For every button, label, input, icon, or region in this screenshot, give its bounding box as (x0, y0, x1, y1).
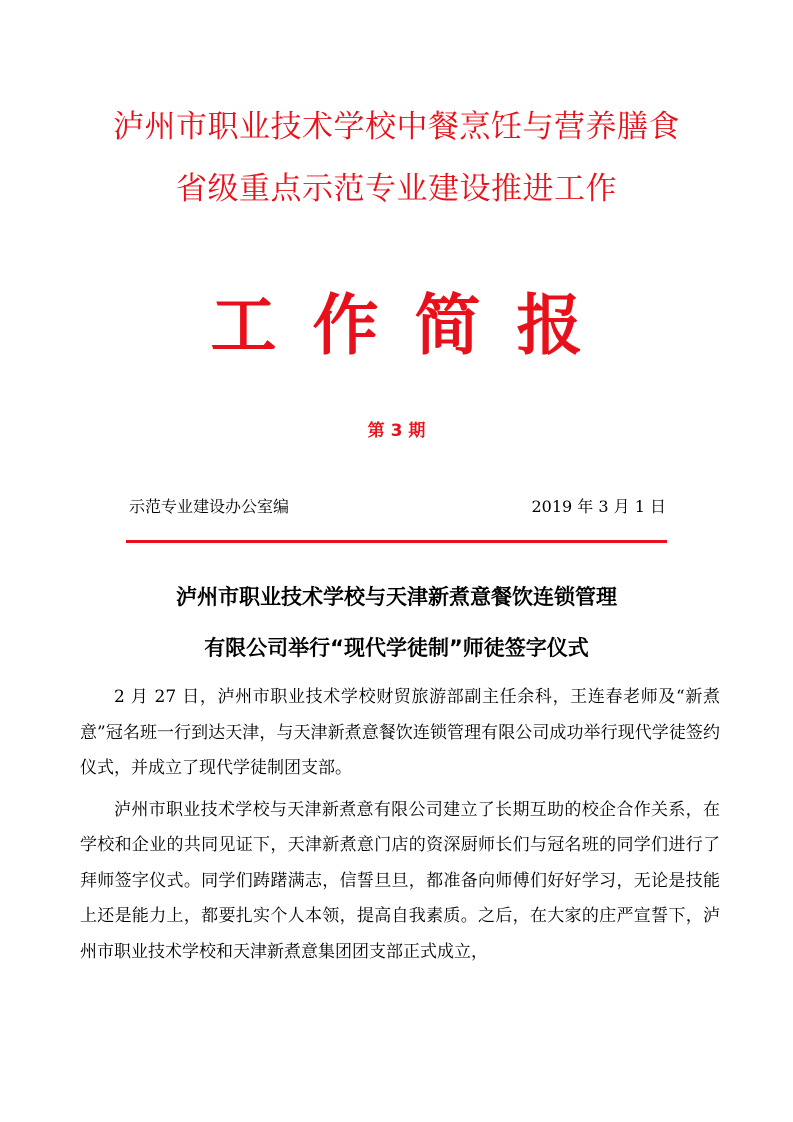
report-title: 工作简报 (210, 287, 619, 364)
header-title-line-2: 省级重点示范专业建设推进工作 (176, 171, 617, 207)
issue-number: 第 3 期 (367, 421, 426, 441)
article-title-line-2: 有限公司举行“现代学徒制”师徒签字仪式 (204, 636, 589, 660)
article-paragraph-2: 泸州市职业技术学校与天津新煮意有限公司建立了长期互助的校企合作关系，在学校和企业的共同见证下，天津新煮意门店的资深厨师长们与冠名班的同学们进行了拜师签字仪式。同学们踌躇满志，信誓旦旦，都准备向师傅们好好学习，无论是技能上还是能力上，都要扎实个人本领，提高自我素质。之后，在大家的庄严宣誓下，泸州市职业技术学校和天津新煮意集团团支部正式成立， (80, 799, 720, 962)
article-body (80, 680, 720, 976)
header-title-line-1: 泸州市职业技术学校中餐烹饪与营养膳食 (113, 109, 680, 145)
article-paragraph-1: 2 月 27 日，泸州市职业技术学校财贸旅游部副主任余科，王连春老师及“新煮意”冠名班一行到达天津，与天津新煮意餐饮连锁管理有限公司成功举行现代学徒签约仪式，并成立了现代学徒制团支部。 (80, 687, 720, 778)
meta-row (129, 496, 666, 518)
editor-label: 示范专业建设办公室编 (129, 497, 290, 516)
red-divider (126, 540, 667, 543)
publish-date: 2019 年 3 月 1 日 (531, 497, 666, 516)
article-title-line-1: 泸州市职业技术学校与天津新煮意餐饮连锁管理 (176, 585, 617, 609)
